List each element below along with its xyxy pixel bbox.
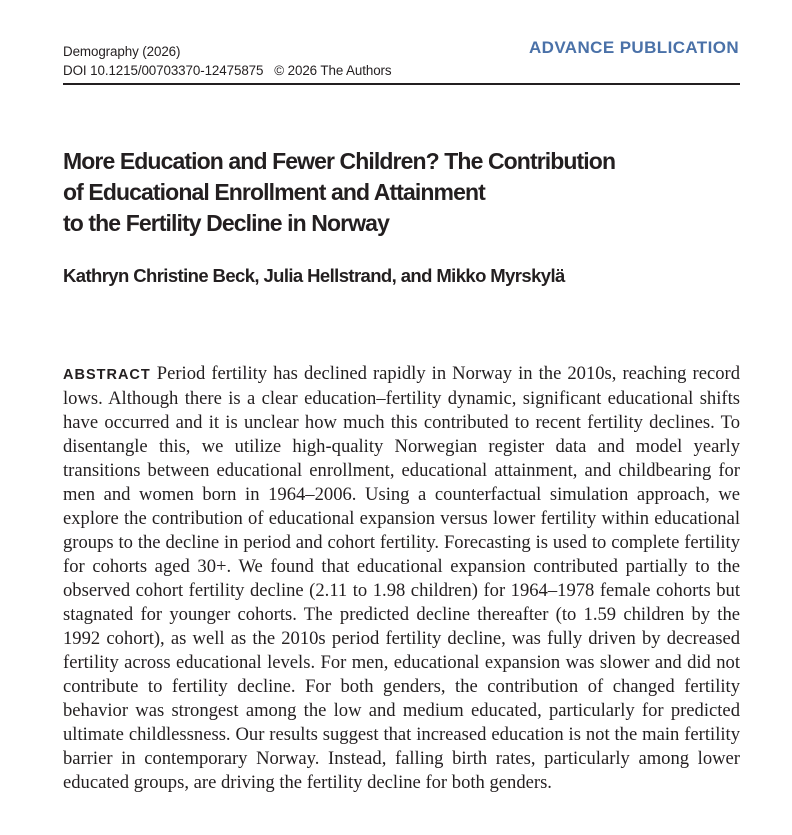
title-line: More Education and Fewer Children? The Contribution <box>63 148 616 174</box>
abstract-label: ABSTRACT <box>63 367 151 383</box>
author-list: Kathryn Christine Beck, Julia Hellstrand, and Mikko Myrskylä <box>63 265 565 286</box>
doi-line <box>63 61 392 80</box>
article-title <box>63 146 753 239</box>
journal-citation: Demography (2026) <box>63 44 181 59</box>
copyright-notice: © 2026 The Authors <box>274 63 392 78</box>
publication-status: ADVANCE PUBLICATION <box>528 38 739 57</box>
abstract <box>63 362 740 795</box>
abstract-text: Period fertility has declined rapidly in Norway in the 2010s, reaching record lows. Although there is a clear education–fertility dynamic, significant educational shifts have occurred and it is unclear how much this contributed to recent fertility declines. To disentangle this, we utilize high-quality Norwegian register data and model yearly transitions between educational enrollment, educational attainment, and childbearing for men and women born in 1964–2006. Using a counterfactual simulation approach, we explore the contribution of educational expansion versus lower fertility within educational groups to the decline in period and cohort fertility. Forecasting is used to complete fertility for cohorts aged 30+. We found that educational expansion contributed partially to the observed cohort fertility decline (2.11 to 1.98 children) for 1964–1978 female cohorts but stagnated for younger cohorts. The predicted decline thereafter (to 1.59 children by the 1992 cohort), as well as the 2010s period fertility decline, was fully driven by decreased fertility across educational levels. For men, educational expansion was slower and did not contribute to fertility decline. For both genders, the contribution of changed fertility behavior was strongest among the low and medium educated, particularly for predicted ultimate childlessness. Our results suggest that increased education is not the main fertility barrier in contemporary Norway. Instead, falling birth rates, particularly among lower educated groups, are driving the fertility decline for both genders. <box>63 363 740 793</box>
journal-header <box>63 42 392 80</box>
title-line: of Educational Enrollment and Attainment <box>63 179 485 205</box>
doi-link[interactable]: DOI 10.1215/00703370-12475875 <box>63 63 264 78</box>
title-line: to the Fertility Decline in Norway <box>63 210 389 236</box>
header-divider <box>63 83 740 85</box>
